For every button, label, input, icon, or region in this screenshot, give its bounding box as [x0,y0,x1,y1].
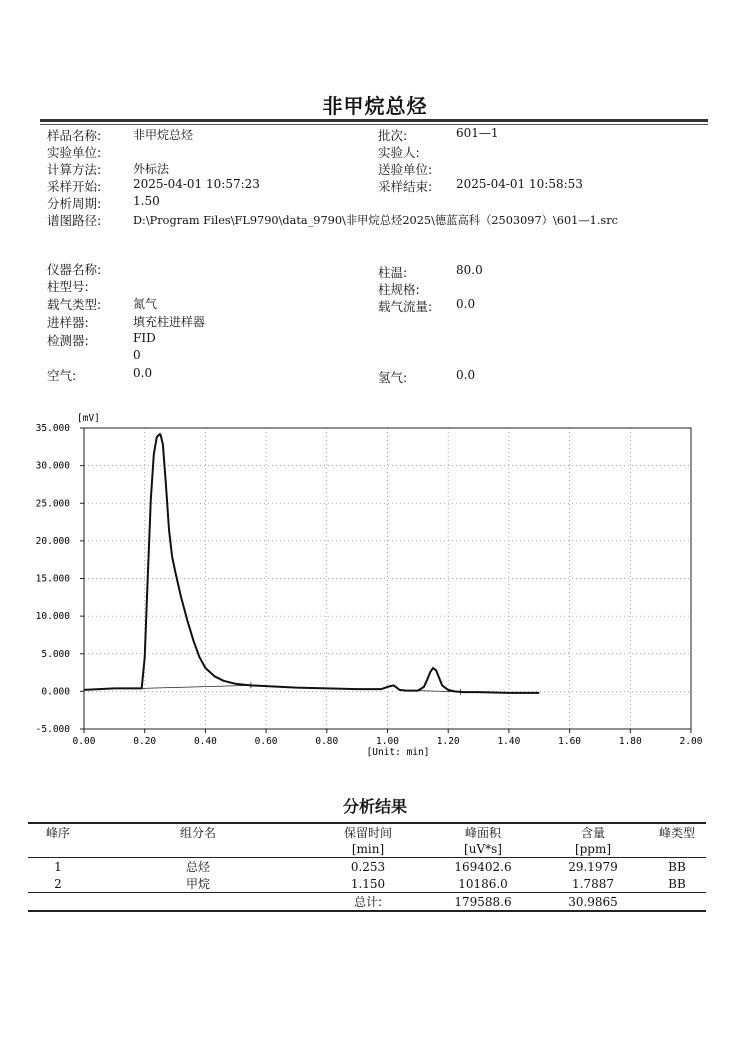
experimenter-label: 实验人: [378,145,420,160]
sample-name-value: 非甲烷总烃 [133,128,194,142]
x-tick-label: 1.80 [618,736,642,747]
sampling-start-label: 采样开始: [47,179,102,194]
column-temp-value: 80.0 [456,263,483,277]
chromatogram-chart [0,400,750,770]
carrier-gas-label: 载气类型: [47,297,102,312]
unit-retention-time: [min] [308,841,428,858]
header-peak-type: 峰类型 [658,826,695,840]
column-model-label: 柱型号: [47,279,89,294]
injector-label: 进样器: [47,315,89,330]
y-tick-label: -5.000 [35,724,70,735]
total-area: 179588.6 [428,893,538,912]
table-row [28,875,706,893]
detector-label: 检测器: [47,333,89,348]
unit-peak-area: [uV*s] [428,841,538,858]
batch-label: 批次: [378,128,408,143]
carrier-flow-value: 0.0 [456,297,476,311]
x-tick-label: 1.60 [558,736,582,747]
spectrum-path-value: D:\Program Files\FL9790\data_9790\非甲烷总烃2025\德蓝高科（2503097）\601—1.src [133,214,618,227]
peak-no: 2 [54,876,62,891]
peak-type: BB [668,859,686,874]
plot-frame [84,428,691,729]
x-tick-label: 0.00 [72,736,96,747]
table-row [28,858,706,876]
lab-unit-label: 实验单位: [47,145,102,160]
total-label: 总计: [308,893,428,912]
batch-value: 601—1 [456,126,499,140]
content: 1.7887 [572,876,614,891]
injector-value: 填充柱进样器 [133,315,206,329]
x-tick-label: 0.80 [315,736,339,747]
y-tick-label: 15.000 [35,573,70,585]
instrument-name-label: 仪器名称: [47,262,102,277]
component-name: 甲烷 [185,877,210,891]
y-tick-label: 20.000 [35,535,70,547]
results-header-row [28,823,706,841]
carrier-flow-label: 载气流量: [378,299,433,314]
chart-grid [84,428,691,729]
sampling-start-value: 2025-04-01 10:57:23 [133,177,260,191]
results-table [28,822,706,912]
air-value: 0.0 [133,366,153,380]
total-content: 30.9865 [538,893,648,912]
column-spec-label: 柱规格: [378,282,420,297]
peak-area: 10186.0 [458,876,508,891]
detector-value: FID [133,331,156,345]
y-tick-label: 25.000 [35,498,70,510]
x-tick-label: 1.40 [497,736,521,747]
component-name: 总烃 [185,860,210,874]
results-title: 分析结果 [342,797,407,816]
submitting-unit-label: 送验单位: [378,162,433,177]
x-tick-label: 1.20 [436,736,460,747]
sampling-end-value: 2025-04-01 10:58:53 [456,177,583,191]
title-rule-thin [40,124,708,125]
header-retention-time: 保留时间 [343,826,392,840]
header-peak-area: 峰面积 [464,826,501,840]
spectrum-path-label: 谱图路径: [47,213,102,228]
carrier-gas-value: 氮气 [133,297,158,311]
y-tick-label: 10.000 [35,611,70,623]
column-temp-label: 柱温: [378,265,408,280]
header-content: 含量 [580,826,605,840]
retention-time: 0.253 [350,859,386,874]
x-tick-label: 1.00 [376,736,399,747]
peak-type: BB [668,876,686,891]
x-tick-label: 0.60 [254,736,278,747]
results-total-row [28,893,706,912]
y-tick-label: 30.000 [35,460,70,472]
content: 29.1979 [568,859,618,874]
hydrogen-value: 0.0 [456,368,476,382]
detector-extra-value: 0 [133,348,141,362]
calc-method-label: 计算方法: [47,162,102,177]
results-units-row [28,841,706,858]
analysis-cycle-label: 分析周期: [47,196,102,211]
y-axis-label: [mV] [77,413,100,424]
title-rule-thick [40,119,708,122]
hydrogen-label: 氢气: [378,370,408,385]
unit-content: [ppm] [538,841,648,858]
calc-method-value: 外标法 [133,162,170,176]
peak-no: 1 [54,859,62,874]
sampling-end-label: 采样结束: [378,179,433,194]
y-tick-label: 35.000 [35,423,70,434]
peak-area: 169402.6 [454,859,512,874]
sample-name-label: 样品名称: [47,128,102,143]
x-tick-label: 2.00 [679,736,703,747]
header-peak-no: 峰序 [45,826,70,840]
air-label: 空气: [47,368,77,383]
x-tick-label: 0.40 [193,736,217,747]
header-component: 组分名 [179,826,216,840]
analysis-cycle-value: 1.50 [133,194,160,208]
x-tick-label: 0.20 [133,736,157,747]
retention-time: 1.150 [350,876,386,891]
report-title: 非甲烷总烃 [322,94,428,118]
y-tick-label: 5.000 [41,648,70,660]
peak-baseline [142,685,251,688]
x-axis-label: [Unit: min] [366,747,430,758]
y-tick-label: 0.000 [41,686,70,698]
